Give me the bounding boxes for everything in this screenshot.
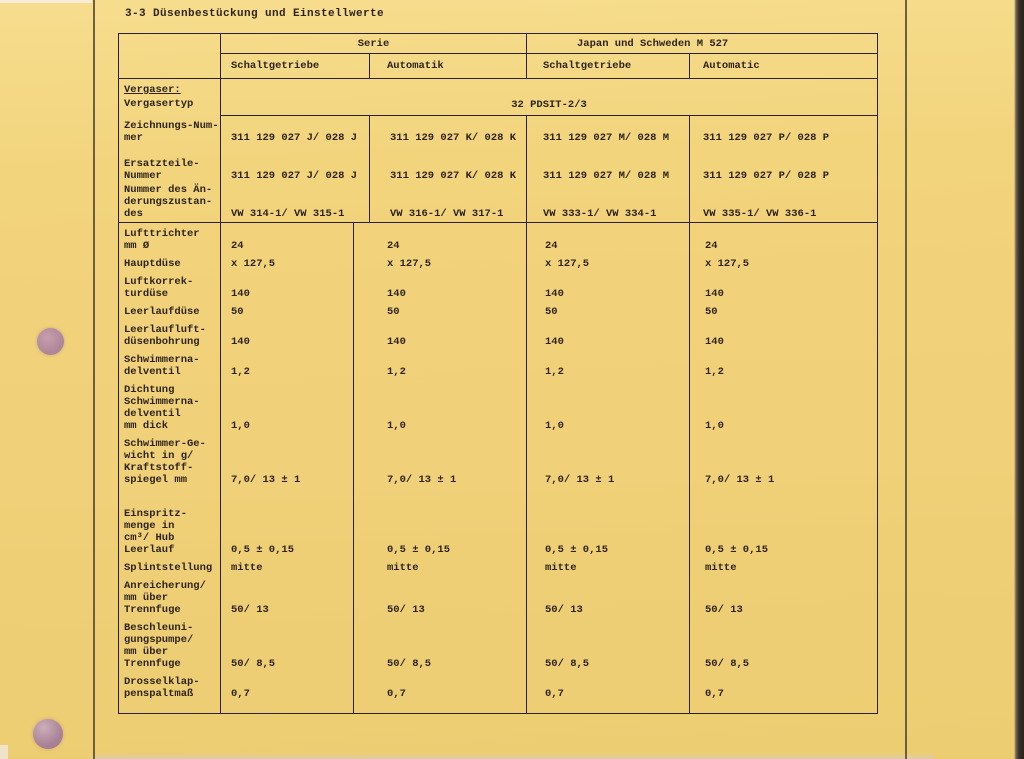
scan-edge-bottom-left xyxy=(0,745,8,759)
row-label-line: gungspumpe/ xyxy=(124,634,194,646)
cell-value: 311 129 027 J/ 028 J xyxy=(231,170,358,182)
cell-value: 140 xyxy=(353,270,526,300)
row-label-line: Anreicherung/ xyxy=(124,580,206,592)
row-label xyxy=(119,116,221,146)
row-label-line: des xyxy=(124,208,143,220)
filler-cell xyxy=(526,700,689,713)
row-label-line: delventil xyxy=(124,366,181,378)
margin-rule-right xyxy=(905,0,907,759)
row-label xyxy=(119,184,221,222)
cell-value: 50/ 13 xyxy=(526,574,689,616)
row-label xyxy=(119,270,221,300)
row-label-line: Beschleuni- xyxy=(124,622,194,634)
cell-value: 1,2 xyxy=(689,348,877,378)
row-label-line: derungszustan- xyxy=(124,196,213,208)
cell-value: x 127,5 xyxy=(231,258,276,270)
cell-value: mitte xyxy=(526,556,689,574)
cell-value: x 127,5 xyxy=(526,252,689,270)
column-header-serie-automatik: Automatik xyxy=(369,54,526,78)
cell-value: 140 xyxy=(353,318,526,348)
cell-value: mitte xyxy=(353,556,526,574)
row-label-line: mm über xyxy=(124,592,169,604)
filler-cell xyxy=(353,700,526,713)
margin-rule-left xyxy=(93,0,95,759)
cell-value: 311 129 027 K/ 028 K xyxy=(369,116,526,146)
row-label-line: penspaltmaß xyxy=(124,688,194,700)
row-label-line: mm Ø xyxy=(124,240,150,252)
cell-value: 24 xyxy=(353,223,526,252)
cell-value: 140 xyxy=(526,270,689,300)
row-label-line: menge in xyxy=(124,520,175,532)
cell-value: 1,0 xyxy=(526,378,689,432)
cell-value: 1,0 xyxy=(689,378,877,432)
row-label-line: Einspritz- xyxy=(124,508,188,520)
row-label-line: Zeichnungs-Num- xyxy=(124,120,219,132)
row-label-line: Trennfuge xyxy=(124,658,181,670)
cell-value: 50/ 8,5 xyxy=(353,616,526,670)
cell-value: 0,5 ± 0,15 xyxy=(231,544,295,556)
filler-cell xyxy=(689,700,877,713)
cell-value: 311 129 027 K/ 028 K xyxy=(369,146,526,184)
cell-value: 1,0 xyxy=(231,420,250,432)
cell-value: mitte xyxy=(231,562,263,574)
row-label-line: delventil xyxy=(124,408,181,420)
row-label xyxy=(119,432,221,486)
cell-value: 50 xyxy=(353,300,526,318)
cell-value: 0,7 xyxy=(231,688,250,700)
cell-value: 1,2 xyxy=(526,348,689,378)
scan-page-edge xyxy=(1014,0,1024,759)
cell-value: 7,0/ 13 ± 1 xyxy=(231,474,301,486)
row-label-line: düsenbohrung xyxy=(124,336,200,348)
cell-value: 0,5 ± 0,15 xyxy=(689,486,877,556)
specification-table xyxy=(118,33,878,714)
part-number-section xyxy=(119,116,877,223)
row-label-line: Dichtung xyxy=(124,384,175,396)
cell-value: 7,0/ 13 ± 1 xyxy=(526,432,689,486)
row-label xyxy=(119,348,221,378)
hole-punch-top xyxy=(37,328,64,355)
cell-value: 24 xyxy=(231,240,244,252)
row-label xyxy=(119,223,221,252)
vergaser-type-value: 32 PDSIT-2/3 xyxy=(221,79,877,116)
row-label-line: Nummer xyxy=(124,170,162,182)
cell-value: 1,0 xyxy=(353,378,526,432)
row-label-line: Schwimmerna- xyxy=(124,354,200,366)
row-label-line: Drosselklap- xyxy=(124,676,200,688)
cell-value: 311 129 027 P/ 028 P xyxy=(689,116,877,146)
row-label-line: Splintstellung xyxy=(124,562,213,574)
cell-value: 0,7 xyxy=(353,670,526,700)
row-label-line: Kraftstoff- xyxy=(124,462,194,474)
row-label-line: mm über xyxy=(124,646,169,658)
cell-value: 311 129 027 M/ 028 M xyxy=(526,146,689,184)
cell-value: 24 xyxy=(526,223,689,252)
row-label-line: Nummer des Än- xyxy=(124,184,213,196)
row-label-line: Hauptdüse xyxy=(124,258,181,270)
row-label-line: turdüse xyxy=(124,288,169,300)
row-label xyxy=(119,574,221,616)
cell-value: 140 xyxy=(231,336,250,348)
row-label-line: Leerlauf xyxy=(124,544,175,556)
cell-value: VW 314-1/ VW 315-1 xyxy=(231,208,345,220)
cell-value: VW 335-1/ VW 336-1 xyxy=(689,184,877,222)
cell-value: 50 xyxy=(689,300,877,318)
cell-value: 311 129 027 J/ 028 J xyxy=(231,132,358,144)
row-label xyxy=(119,486,221,556)
cell-value: 24 xyxy=(689,223,877,252)
row-label-line: spiegel mm xyxy=(124,474,188,486)
page-title: 3-3 Düsenbestückung und Einstellwerte xyxy=(125,8,385,20)
cell-value: 0,5 ± 0,15 xyxy=(526,486,689,556)
row-label-line: Luftkorrek- xyxy=(124,276,194,288)
row-label xyxy=(119,670,221,700)
jet-settings-section xyxy=(119,223,877,713)
column-header-serie-schaltgetriebe: Schaltgetriebe xyxy=(231,60,320,72)
cell-value: 140 xyxy=(231,288,250,300)
hole-punch-bottom xyxy=(33,719,63,749)
row-label-vergaser-line2: Vergasertyp xyxy=(124,98,194,110)
row-label xyxy=(119,556,221,574)
cell-value: 311 129 027 M/ 028 M xyxy=(526,116,689,146)
cell-value: 140 xyxy=(689,270,877,300)
cell-value: 50/ 8,5 xyxy=(689,616,877,670)
row-label-line: mer xyxy=(124,132,143,144)
row-label xyxy=(119,146,221,184)
row-label-line: Trennfuge xyxy=(124,604,181,616)
row-label-line: Schwimmerna- xyxy=(124,396,200,408)
row-label-vergaser xyxy=(119,79,221,116)
column-header-japan-schaltgetriebe: Schaltgetriebe xyxy=(526,54,689,78)
cell-value: 140 xyxy=(689,318,877,348)
cell-value: 50 xyxy=(231,306,244,318)
column-header-japan-automatic: Automatic xyxy=(689,54,877,78)
cell-value: mitte xyxy=(689,556,877,574)
cell-value: 50/ 8,5 xyxy=(526,616,689,670)
row-label-line: Leerlaufluft- xyxy=(124,324,206,336)
cell-value: x 127,5 xyxy=(353,252,526,270)
cell-value: 7,0/ 13 ± 1 xyxy=(353,432,526,486)
row-label xyxy=(119,318,221,348)
cell-value: 7,0/ 13 ± 1 xyxy=(689,432,877,486)
row-label-line: wicht in g/ xyxy=(124,450,194,462)
cell-value: 311 129 027 P/ 028 P xyxy=(689,146,877,184)
cell-value: 140 xyxy=(526,318,689,348)
filler-cell xyxy=(221,700,353,713)
cell-value: VW 333-1/ VW 334-1 xyxy=(526,184,689,222)
row-label-line: Ersatzteile- xyxy=(124,158,200,170)
cell-value: VW 316-1/ VW 317-1 xyxy=(369,184,526,222)
header-label-spacer xyxy=(119,34,221,78)
row-label-line: Schwimmer-Ge- xyxy=(124,438,206,450)
row-label xyxy=(119,378,221,432)
cell-value: 0,7 xyxy=(526,670,689,700)
scan-edge-bottom xyxy=(92,755,934,759)
row-label-vergaser-line1: Vergaser: xyxy=(124,84,181,96)
cell-value: 50 xyxy=(526,300,689,318)
row-label-line: Leerlaufdüse xyxy=(124,306,200,318)
cell-value: 0,7 xyxy=(689,670,877,700)
cell-value: 50/ 13 xyxy=(353,574,526,616)
row-label-line: cm³/ Hub xyxy=(124,532,175,544)
scan-edge-top xyxy=(0,0,92,3)
cell-value: 50/ 13 xyxy=(689,574,877,616)
cell-value: 1,2 xyxy=(353,348,526,378)
header-group-serie: Serie xyxy=(221,34,526,54)
filler-cell xyxy=(119,700,221,713)
row-label xyxy=(119,252,221,270)
cell-value: 1,2 xyxy=(231,366,250,378)
row-label-line: mm dick xyxy=(124,420,169,432)
table-header xyxy=(119,34,877,79)
row-label-line: Lufttrichter xyxy=(124,228,200,240)
header-group-japan-schweden: Japan und Schweden M 527 xyxy=(526,34,877,54)
cell-value: 50/ 8,5 xyxy=(231,658,276,670)
vergaser-type-row xyxy=(119,79,877,116)
cell-value: 0,5 ± 0,15 xyxy=(353,486,526,556)
cell-value: 50/ 13 xyxy=(231,604,269,616)
row-label xyxy=(119,300,221,318)
row-label xyxy=(119,616,221,670)
cell-value: x 127,5 xyxy=(689,252,877,270)
